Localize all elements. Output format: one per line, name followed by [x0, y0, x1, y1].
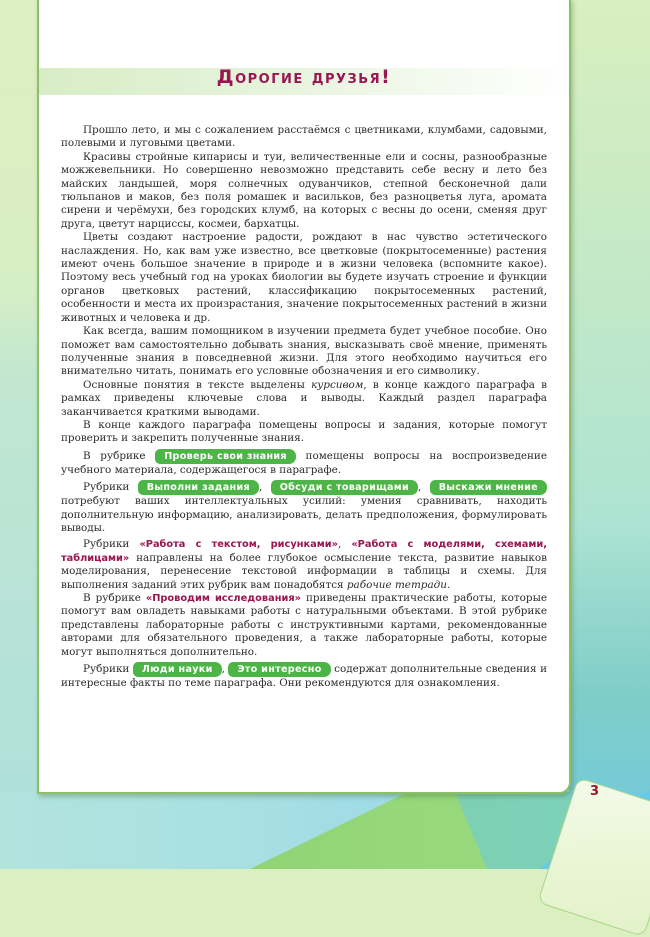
rubric-pill-check-knowledge: Проверь свои знания — [155, 449, 296, 464]
text: В рубрике — [83, 592, 146, 604]
paragraph-2: Красивы стройные кипарисы и туи, величественные ели и сосны, разнообразные можжевельники. Но совершенно невозможно представить себе весну и лето без майских ландышей, моря солнечных одуванчиков, степной бесконечной дали тюльпанов и маков, без поля ромашек и васильков, без разноцветья луга, аромата сирени и черёмухи, без городских клумб, на которых с весны до осени, сменяя друг друга, цветут нарциссы, космеи, бархатцы. — [61, 150, 547, 230]
separator: , — [417, 481, 430, 494]
text: помещены вопросы на воспроизведение учебного материала, содержащегося в параграфе. — [61, 449, 547, 476]
rubric-models-tables: «Работа с моделями, схемами, таблицами» — [61, 539, 547, 564]
rubric-pill-opinion: Выскажи мнение — [430, 480, 547, 495]
paragraph-1: Прошло лето, и мы с сожалением расстаёмся с цветниками, клумбами, садовыми, полевыми и луговыми цветами. — [61, 124, 547, 150]
paragraph-4: Как всегда, вашим помощником в изучении предмета будет учебное пособие. Оно поможет вам самостоятельно добывать знания, высказывать своё мнение, применять полученные знания в повседневной жизни. Для этого необходимо научиться его внимательно читать, понимать его условные обозначения и его символику. — [61, 325, 547, 378]
separator: , — [337, 538, 352, 551]
text: , в конце каждого параграфа в рамках приведены ключевые слова и выводы. Каждый раздел параграфа заканчивается краткими выводами. — [61, 378, 547, 418]
text: содержат дополнительные сведения и интересные факты по теме параграфа. Они рекомендуются для ознакомления. — [61, 663, 547, 690]
background-left — [0, 300, 40, 869]
paragraph-3: Цветы создают настроение радости, рождают в нас чувство эстетического наслаждения. Но, как вам уже известно, все цветковые (покрытосеменные) растения имеют очень большое значение в природе и в жизни человека (вспомните какое). Поэтому весь учебный год на уроках биологии вы будете изучать строение и функции органов цветковых растений, классификацию покрытосеменных растений, особенности и места их произрастания, значение покрытосеменных растений в жизни животных и человека и др. — [61, 231, 547, 324]
rubric-pill-interesting: Это интересно — [228, 662, 330, 677]
separator: , — [258, 481, 271, 494]
italic-term: рабочие тетради — [346, 578, 447, 591]
text: приведены практические работы, которые помогут вам овладеть навыками работы с натуральными объектами. В этой рубрике представлены лабораторные работы с инструктивными картами, рекомендованные авторами для обязательного проведения, а также лабораторные работы, которые могут выполняться дополнительно. — [61, 592, 547, 658]
paragraph-5 — [61, 379, 547, 419]
paragraph-9 — [61, 538, 547, 592]
paragraph-8 — [61, 480, 547, 535]
separator: , — [221, 663, 229, 676]
text: Рубрики — [83, 481, 138, 494]
rubric-research: «Проводим исследования» — [145, 593, 301, 604]
paragraph-7 — [61, 449, 547, 477]
paragraph-6: В конце каждого параграфа помещены вопросы и задания, которые помогут проверить и закрепить полученные знания. — [61, 418, 547, 445]
page-number: 3 — [590, 784, 600, 799]
text: . — [446, 578, 451, 591]
text: В рубрике — [83, 449, 156, 462]
rubric-pill-do-tasks: Выполни задания — [138, 480, 259, 495]
text: Рубрики — [83, 538, 140, 551]
text: направлены на более глубокое осмысление текста, развитие навыков моделирования, перенесение текстовой информации в таблицы и схемы. Для выполнения заданий этих рубрик вам понадобятся — [61, 551, 547, 591]
paragraph-10 — [61, 592, 547, 659]
rubric-text-pictures: «Работа с текстом, рисунками» — [139, 539, 338, 551]
text: Рубрики — [83, 663, 133, 676]
paragraph-11 — [61, 662, 547, 690]
text: потребуют ваших интеллектуальных усилий: умения сравнивать, находить дополнительную информацию, анализировать, делать предположения, формулировать выводы. — [61, 495, 547, 534]
text: Основные понятия в тексте выделены — [83, 378, 312, 391]
italic-term: курсивом — [311, 378, 364, 391]
page-title: Дорогие друзья! — [216, 66, 392, 88]
background-right — [569, 0, 650, 869]
rubric-pill-discuss: Обсуди с товарищами — [271, 480, 418, 495]
body-text — [61, 124, 547, 690]
page-card — [37, 0, 571, 794]
rubric-pill-scientists: Люди науки — [133, 662, 222, 677]
